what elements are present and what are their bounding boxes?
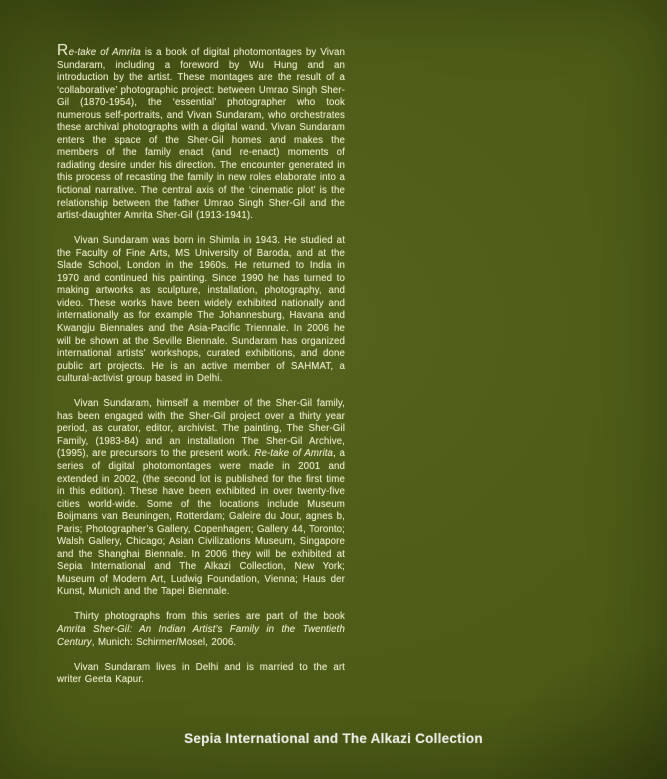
paragraph — [57, 611, 345, 649]
body-text — [57, 42, 345, 699]
publisher-title: Sepia International and The Alkazi Collection — [184, 731, 483, 746]
book-title-text: Re-take of Amrita — [254, 448, 334, 460]
text-segment: Thirty photographs from this series are part of the book — [74, 611, 345, 623]
paragraph — [57, 398, 345, 599]
text-segment: , Munich: Schirmer/Mosel, 2006. — [91, 636, 237, 648]
text-segment: , a series of digital photomontages were made in 2001 and extended in 2002, (the second lot is published for the first time in this edition). These have been exhibited in over twenty-five cities world-wide. Some of the locations include Museum Boijmans van Beuningen, Rotterdam; Galeire du Jour, agnes b, Paris; Photographer’s Gallery, Copenhagen; Gallery 44, Toronto; Walsh Gallery, Chicago; Asian Civilizations Museum, Singapore and the Shanghai Biennale. In 2006 they will be exhibited at Sepia International and The Alkazi Collection, New York; Museum of Modern Art, Ludwig Foundation, Vienna; Haus der Kunst, Munich and the Tapei Biennale. — [57, 448, 345, 598]
book-title-text: Amrita Sher-Gil: An Indian Artist’s Family in the Twentieth Century — [57, 624, 345, 648]
paragraph — [57, 662, 345, 687]
drop-cap: R — [57, 42, 69, 59]
book-title-text: e-take of Amrita — [68, 47, 141, 58]
text-segment: is a book of digital photomontages by Vivan Sundaram, including a foreword by Wu Hung and an introduction by the artist. These montages are the result of a ‘collaborative’ photographic project: between Umrao Singh Sher-Gil (1870-1954), the ‘essential’ photographer who took numerous self-portraits, and Vivan Sundaram, who orchestrates these archival photographs with a digital wand. Vivan Sundaram enters the space of the Sher-Gil homes and makes the members of the family enact (and re-enact) moments of radiating desire under his direction. The encounter generated in this process of recasting the family in new roles elaborate into a fictional narrative. The central axis of the ‘cinematic plot’ is the relationship between the father Umrao Singh Sher-Gil and the artist-daughter Amrita Sher-Gil (1913-1941). — [57, 47, 345, 222]
text-segment: Vivan Sundaram, himself a member of the Sher-Gil family, has been engaged with the Sher-Gil project over a thirty year period, as curator, editor, archivist. The painting, The Sher-Gil Family, (1983-84) and an installation The Sher-Gil Archive, (1995), are precursors to the present work. — [57, 398, 345, 460]
paragraph — [57, 42, 345, 223]
text-segment: Vivan Sundaram lives in Delhi and is married to the art writer Geeta Kapur. — [57, 661, 345, 686]
paragraph — [57, 235, 345, 386]
text-segment: Vivan Sundaram was born in Shimla in 1943. He studied at the Faculty of Fine Arts, MS University of Baroda, and at the Slade School, London in the 1960s. He returned to India in 1970 and continued his painting. Since 1990 he has turned to making artworks as sculpture, installation, photography, and video. These works have been widely exhibited nationally and internationally as for example The Johannesburg, Havana and Kwangju Biennales and the Asia-Pacific Triennale. In 2006 he will be shown at the Seville Biennale. Sundaram has organized international artists’ workshops, curated exhibitions, and done public art projects. He is an active member of SAHMAT, a cultural-activist group based in Delhi. — [57, 235, 345, 385]
